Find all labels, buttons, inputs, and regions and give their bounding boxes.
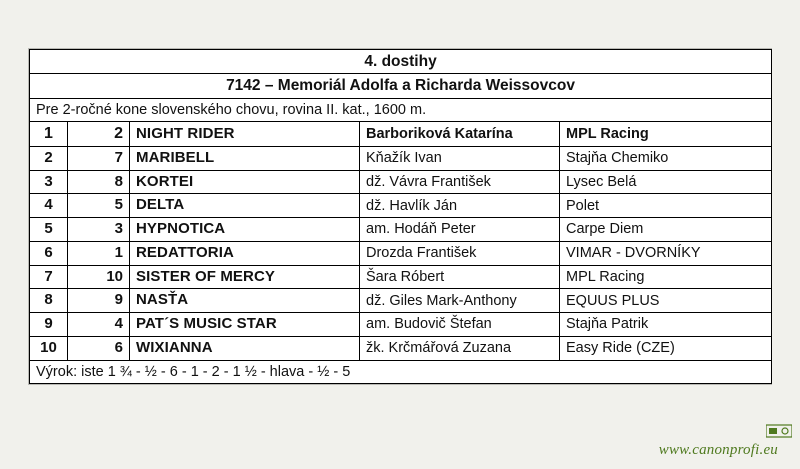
row-start-number: 3 xyxy=(68,218,130,242)
row-horse-name: DELTA xyxy=(130,194,360,218)
row-jockey-name: žk. Krčmářová Zuzana xyxy=(360,336,560,360)
row-horse-name: HYPNOTICA xyxy=(130,218,360,242)
row-position: 1 xyxy=(30,121,68,146)
race-subtitle: 7142 – Memoriál Adolfa a Richarda Weissovcov xyxy=(30,74,772,98)
row-stable-name: MPL Racing xyxy=(560,121,772,146)
row-position: 10 xyxy=(30,336,68,360)
table-row xyxy=(30,313,772,337)
row-stable-name: VIMAR - DVORNÍKY xyxy=(560,241,772,265)
table-row xyxy=(30,170,772,194)
table-row xyxy=(30,146,772,170)
canon-logo-icon xyxy=(766,423,792,439)
race-results-table xyxy=(29,49,772,384)
row-start-number: 10 xyxy=(68,265,130,289)
table-row xyxy=(30,194,772,218)
row-jockey-name: Drozda František xyxy=(360,241,560,265)
row-position: 8 xyxy=(30,289,68,313)
race-title-row xyxy=(30,50,772,74)
race-table-body xyxy=(30,50,772,384)
row-position: 3 xyxy=(30,170,68,194)
row-stable-name: MPL Racing xyxy=(560,265,772,289)
table-row xyxy=(30,336,772,360)
table-row xyxy=(30,121,772,146)
row-horse-name: MARIBELL xyxy=(130,146,360,170)
row-position: 7 xyxy=(30,265,68,289)
row-stable-name: Lysec Belá xyxy=(560,170,772,194)
table-row xyxy=(30,241,772,265)
table-row xyxy=(30,289,772,313)
watermark-text: www.canonprofi.eu xyxy=(658,442,778,458)
row-stable-name: Stajňa Patrik xyxy=(560,313,772,337)
row-position: 2 xyxy=(30,146,68,170)
row-start-number: 1 xyxy=(68,241,130,265)
row-stable-name: Carpe Diem xyxy=(560,218,772,242)
table-row xyxy=(30,218,772,242)
race-conditions-row xyxy=(30,98,772,121)
row-start-number: 5 xyxy=(68,194,130,218)
row-jockey-name: dž. Giles Mark-Anthony xyxy=(360,289,560,313)
race-title: 4. dostihy xyxy=(30,50,772,74)
row-horse-name: PAT´S MUSIC STAR xyxy=(130,313,360,337)
row-start-number: 9 xyxy=(68,289,130,313)
row-horse-name: REDATTORIA xyxy=(130,241,360,265)
row-jockey-name: dž. Havlík Ján xyxy=(360,194,560,218)
row-jockey-name: Kňažík Ivan xyxy=(360,146,560,170)
race-subtitle-row xyxy=(30,74,772,98)
row-horse-name: WIXIANNA xyxy=(130,336,360,360)
table-row xyxy=(30,265,772,289)
row-stable-name: Easy Ride (CZE) xyxy=(560,336,772,360)
row-horse-name: KORTEI xyxy=(130,170,360,194)
row-jockey-name: am. Hodáň Peter xyxy=(360,218,560,242)
row-stable-name: Stajňa Chemiko xyxy=(560,146,772,170)
row-position: 5 xyxy=(30,218,68,242)
row-stable-name: EQUUS PLUS xyxy=(560,289,772,313)
row-position: 6 xyxy=(30,241,68,265)
row-horse-name: NIGHT RIDER xyxy=(130,121,360,146)
race-conditions: Pre 2-ročné kone slovenského chovu, rovina II. kat., 1600 m. xyxy=(30,98,772,121)
race-verdict-row xyxy=(30,360,772,383)
row-jockey-name: Barboriková Katarína xyxy=(360,121,560,146)
row-start-number: 7 xyxy=(68,146,130,170)
row-start-number: 6 xyxy=(68,336,130,360)
row-start-number: 2 xyxy=(68,121,130,146)
row-start-number: 4 xyxy=(68,313,130,337)
row-start-number: 8 xyxy=(68,170,130,194)
row-position: 4 xyxy=(30,194,68,218)
race-verdict: Výrok: iste 1 ¾ - ½ - 6 - 1 - 2 - 1 ½ - hlava - ½ - 5 xyxy=(30,360,772,383)
row-jockey-name: Šara Róbert xyxy=(360,265,560,289)
row-stable-name: Polet xyxy=(560,194,772,218)
row-jockey-name: dž. Vávra František xyxy=(360,170,560,194)
race-result-sheet xyxy=(28,48,772,385)
row-horse-name: SISTER OF MERCY xyxy=(130,265,360,289)
row-jockey-name: am. Budovič Štefan xyxy=(360,313,560,337)
row-position: 9 xyxy=(30,313,68,337)
row-horse-name: NASŤA xyxy=(130,289,360,313)
